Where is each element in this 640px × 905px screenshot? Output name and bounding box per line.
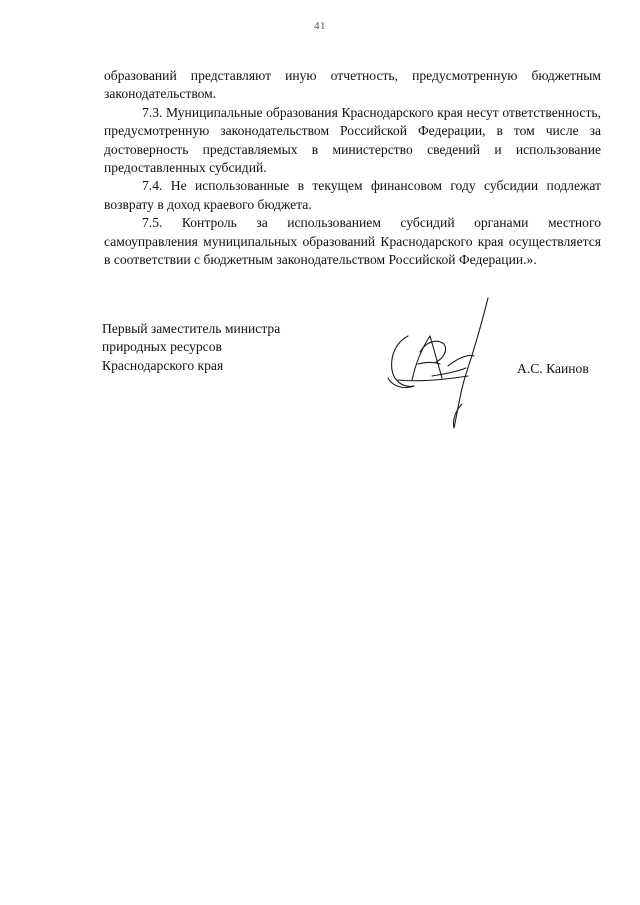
- paragraph-7-5: 7.5. Контроль за использованием субсидий органами местного самоуправления муниципальных образований Краснодарского края осуществляется в соответствии с бюджетным законодательством Российской Федерации.».: [104, 215, 601, 268]
- signer-name: А.С. Каинов: [517, 361, 589, 376]
- signer-position: [102, 320, 280, 375]
- paragraph-7-4: 7.4. Не использованные в текущем финансовом году субсидии подлежат возврату в доход краевого бюджета.: [104, 178, 601, 212]
- page-number: 41: [314, 20, 326, 32]
- signer-position-line: природных ресурсов: [102, 339, 222, 355]
- handwritten-signature: [378, 292, 498, 432]
- paragraph-7-3: 7.3. Муниципальные образования Краснодарского края несут ответственность, предусмотренную законодательством Российской Федерации, в том числе за достоверность представляемых в министерство сведений и использование предоставленных субсидий.: [104, 104, 601, 176]
- document-body: [104, 67, 601, 269]
- paragraph-continuation: образований представляют иную отчетность, предусмотренную бюджетным законодательством.: [104, 68, 601, 102]
- signer-position-line: Первый заместитель министра: [102, 321, 281, 336]
- signer-position-line: Краснодарского края: [102, 357, 224, 373]
